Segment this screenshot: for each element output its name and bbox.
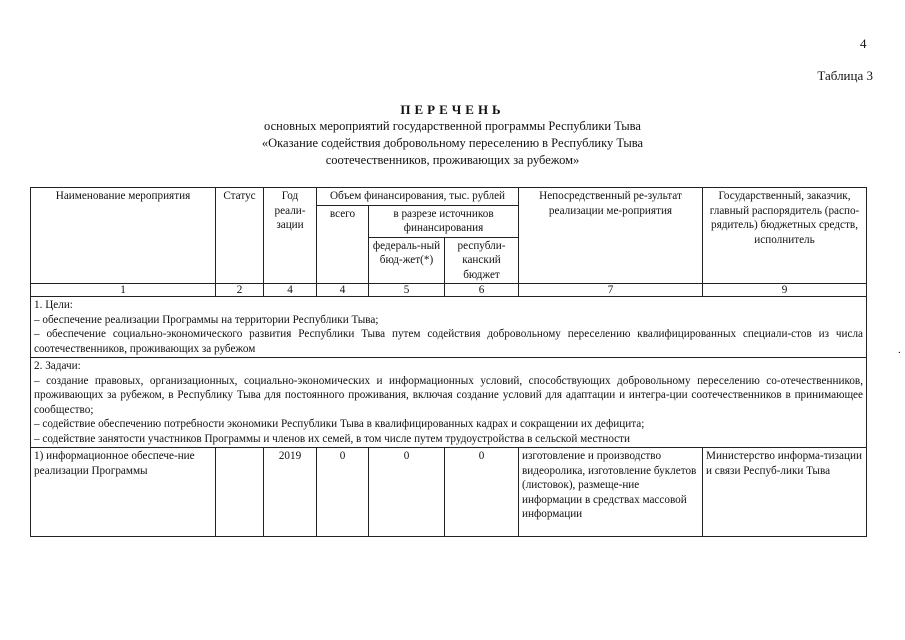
header-financing: Объем финансирования, тыс. рублей xyxy=(317,188,519,206)
margin-mark: . xyxy=(898,344,901,356)
row-year: 2019 xyxy=(264,448,317,537)
column-number: 7 xyxy=(519,284,703,297)
row-customer: Министерство информа-тизации и связи Респуб-лики Тыва xyxy=(703,448,867,537)
header-total: всего xyxy=(317,205,369,284)
header-status: Статус xyxy=(216,188,264,284)
column-number-row xyxy=(31,284,867,297)
page-number: 4 xyxy=(860,36,867,51)
goals-item: – обеспечение социально-экономического развития Республики Тыва путем содействия добровольному переселению квалифицированных специали-стов из числа соотечественников, проживающих за рубежом xyxy=(34,328,863,355)
column-number: 9 xyxy=(703,284,867,297)
document-heading xyxy=(0,101,905,169)
column-number: 6 xyxy=(445,284,519,297)
goals-row xyxy=(31,297,867,358)
heading-line-3: «Оказание содействия добровольному переселению в Республику Тыва xyxy=(261,136,644,150)
goals-cell xyxy=(31,297,867,358)
tasks-item: – содействие обеспечению потребности экономики Республики Тыва в квалифицированных кадрах и сокращении их дефицита; xyxy=(34,418,645,430)
table-row xyxy=(31,448,867,537)
header-customer: Государственный, заказчик, главный распорядитель (распо-рядитель) бюджетных средств, исполнитель xyxy=(703,188,867,284)
column-number: 5 xyxy=(369,284,445,297)
measures-table xyxy=(30,187,867,537)
goals-heading: 1. Цели: xyxy=(34,299,73,311)
tasks-heading: 2. Задачи: xyxy=(34,360,81,372)
row-name: 1) информационное обеспече-ние реализации Программы xyxy=(31,448,216,537)
tasks-item: – содействие занятости участников Программы и членов их семей, в том числе путем трудоустройства в сельской местности xyxy=(34,432,631,445)
tasks-item: – создание правовых, организационных, социально-экономических и информационных условий, способствующих добровольному переселению со-отечественников, проживающих за рубежом, в Республику Тыва для постоянного проживания, включая создание условий для адаптации и интегра-ции соотечественников в принимающее сообщество; xyxy=(34,374,863,416)
heading-line-2: основных мероприятий государственной программы Республики Тыва xyxy=(264,119,641,133)
header-republic: республи-канский бюджет xyxy=(445,237,519,284)
header-by-source: в разрезе источников финансирования xyxy=(369,205,519,237)
header-federal: федераль-ный бюд-жет(*) xyxy=(369,237,445,284)
column-number: 2 xyxy=(216,284,264,297)
table-label: Таблица 3 xyxy=(817,68,873,83)
column-number: 4 xyxy=(317,284,369,297)
goals-item: – обеспечение реализации Программы на территории Республики Тыва; xyxy=(34,313,379,326)
row-federal: 0 xyxy=(369,448,445,537)
header-year: Год реали-зации xyxy=(264,188,317,284)
heading-line-4: соотечественников, проживающих за рубежом» xyxy=(325,153,580,167)
tasks-cell xyxy=(31,358,867,448)
header-name: Наименование мероприятия xyxy=(31,188,216,284)
row-republic: 0 xyxy=(445,448,519,537)
tasks-row xyxy=(31,358,867,448)
row-status xyxy=(216,448,264,537)
heading-title: ПЕРЕЧЕНЬ xyxy=(400,102,505,117)
column-number: 1 xyxy=(31,284,216,297)
header-row-1 xyxy=(31,188,867,206)
column-number: 4 xyxy=(264,284,317,297)
row-total: 0 xyxy=(317,448,369,537)
row-result: изготовление и производство видеоролика, изготовление буклетов (листовок), размеще-ние информации в средствах массовой информации xyxy=(519,448,703,537)
header-result: Непосредственный ре-зультат реализации ме-роприятия xyxy=(519,188,703,284)
